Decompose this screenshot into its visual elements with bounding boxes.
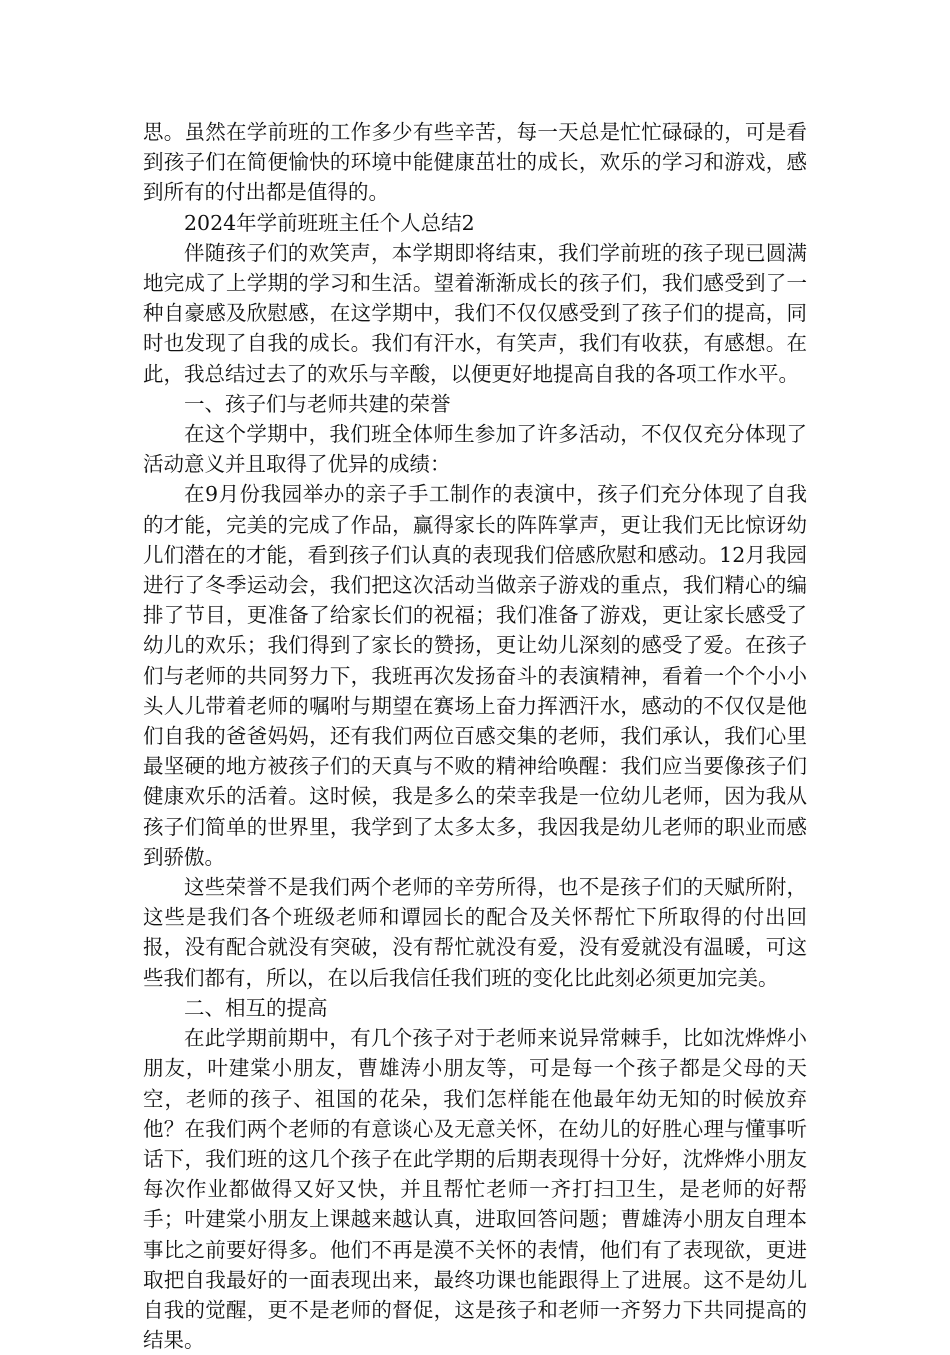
heading-honors: 一、孩子们与老师共建的荣誉 xyxy=(184,391,451,416)
section1-closing-paragraph: 这些荣誉不是我们两个老师的辛劳所得，也不是孩子们的天赋所附，这些是我们各个班级老师和谭园长的配合及关怀帮忙下所取得的付出回报，没有配合就没有突破，没有帮忙就没有爱，没有爱就没有温暖，可这些我们都有，所以，在以后我信任我们班的变化比此刻必须更加完美。 xyxy=(143,875,807,990)
heading-mutual-improvement: 二、相互的提高 xyxy=(184,995,328,1020)
section2-paragraph: 在此学期前期中，有几个孩子对于老师来说异常棘手，比如沈烨烨小朋友，叶建棠小朋友，曹雄涛小朋友等，可是每一个孩子都是父母的天空，老师的孩子、祖国的花朵，我们怎样能在他最年幼无知的时候放弃他？在我们两个老师的有意谈心及无意关怀，在幼儿的好胜心理与懂事听话下，我们班的这几个孩子在此学期的后期表现得十分好，沈烨烨小朋友每次作业都做得又好又快，并且帮忙老师一齐打扫卫生，是老师的好帮手；叶建棠小朋友上课越来越认真，进取回答问题；曹雄涛小朋友自理本事比之前要好得多。他们不再是漠不关怀的表情，他们有了表现欲，更进取把自我最好的一面表现出来，最终功课也能跟得上了进展。这不是幼儿自我的觉醒，更不是老师的督促，这是孩子和老师一齐努力下共同提高的结果。 xyxy=(143,1026,807,1353)
section1-intro-paragraph: 在这个学期中，我们班全体师生参加了许多活动，不仅仅充分体现了活动意义并且取得了优异的成绩： xyxy=(143,422,807,477)
document-page xyxy=(143,117,807,1355)
section-title: 2024年学前班班主任个人总结2 xyxy=(184,210,475,235)
opening-paragraph: 伴随孩子们的欢笑声，本学期即将结束，我们学前班的孩子现已圆满地完成了上学期的学习和生活。望着渐渐成长的孩子们，我们感受到了一种自豪感及欣慰感，在这学期中，我们不仅仅感受到了孩子们的提高，同时也发现了自我的成长。我们有汗水，有笑声，我们有收获，有感想。在此，我总结过去了的欢乐与辛酸，以便更好地提高自我的各项工作水平。 xyxy=(143,240,807,386)
intro-paragraph: 思。虽然在学前班的工作多少有些辛苦，每一天总是忙忙碌碌的，可是看到孩子们在简便愉快的环境中能健康茁壮的成长，欢乐的学习和游戏，感到所有的付出都是值得的。 xyxy=(143,120,807,205)
section1-detail-paragraph: 在9月份我园举办的亲子手工制作的表演中，孩子们充分体现了自我的才能，完美的完成了作品，赢得家长的阵阵掌声，更让我们无比惊讶幼儿们潜在的才能，看到孩子们认真的表现我们倍感欣慰和感动。12月我园进行了冬季运动会，我们把这次活动当做亲子游戏的重点，我们精心的编排了节目，更准备了给家长们的祝福；我们准备了游戏，更让家长感受了幼儿的欢乐；我们得到了家长的赞扬，更让幼儿深刻的感受了爱。在孩子们与老师的共同努力下，我班再次发扬奋斗的表演精神，看着一个个小小头人儿带着老师的嘱咐与期望在赛场上奋力挥洒汗水，感动的不仅仅是他们自我的爸爸妈妈，还有我们两位百感交集的老师，我们承认，我们心里最坚硬的地方被孩子们的天真与不败的精神给唤醒：我们应当要像孩子们健康欢乐的活着。这时候，我是多么的荣幸我是一位幼儿老师，因为我从孩子们简单的世界里，我学到了太多太多，我因我是幼儿老师的职业而感到骄傲。 xyxy=(143,482,807,869)
